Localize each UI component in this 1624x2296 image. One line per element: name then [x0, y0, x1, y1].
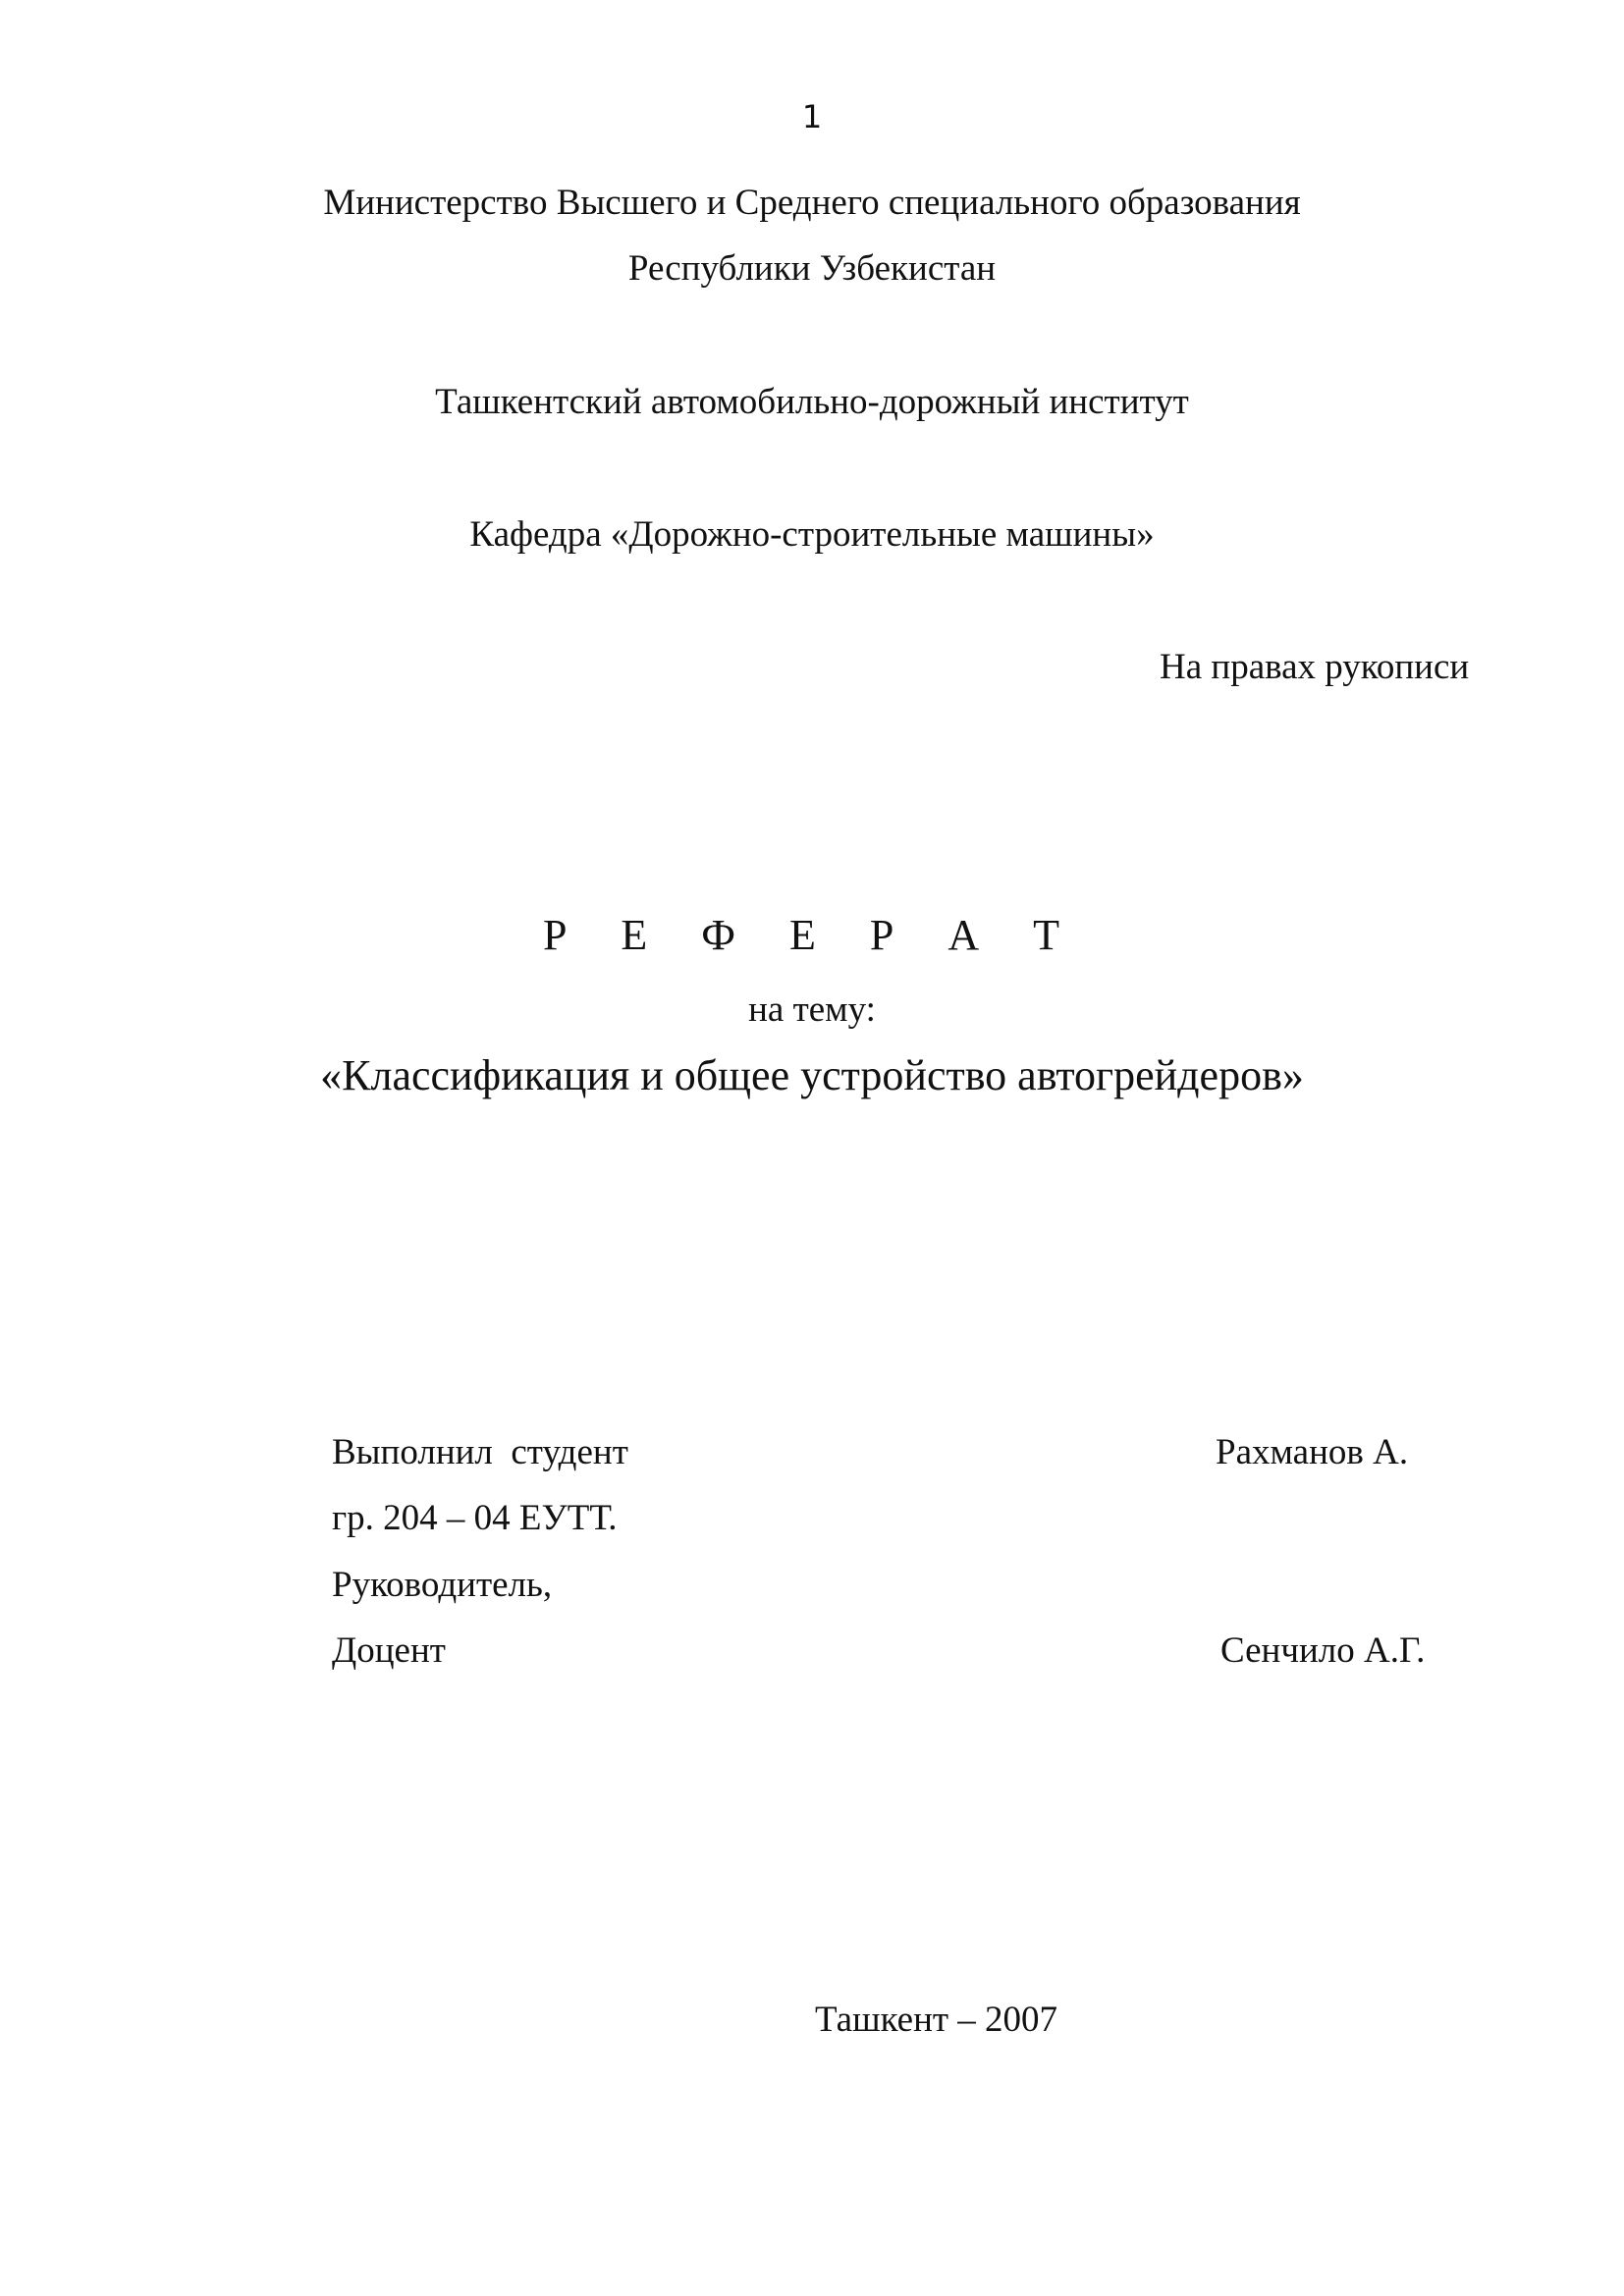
performed-by-label: Выполнил студент	[332, 1432, 628, 1472]
supervisor-rank: Доцент	[332, 1630, 446, 1671]
page-number: 1	[801, 98, 823, 135]
title-subtitle: на тему:	[748, 989, 876, 1030]
city-year: Ташкент – 2007	[815, 2000, 1058, 2040]
supervisor-label: Руководитель,	[332, 1565, 553, 1605]
group-number: гр. 204 – 04 ЕУТТ.	[332, 1498, 618, 1538]
manuscript-note: На правах рукописи	[1160, 647, 1470, 687]
ministry-line-1: Министерство Высшего и Среднего специального образования	[323, 183, 1301, 223]
document-title: Р Е Ф Е Р А Т	[542, 911, 1082, 959]
topic-title: «Классификация и общее устройство автогрейдеров»	[320, 1051, 1304, 1099]
ministry-line-2: Республики Узбекистан	[627, 248, 997, 289]
supervisor-name: Сенчило А.Г.	[1220, 1630, 1426, 1671]
department-name: Кафедра «Дорожно-строительные машины»	[469, 514, 1155, 555]
student-name: Рахманов А.	[1216, 1432, 1409, 1472]
institute-name: Ташкентский автомобильно-дорожный институт	[435, 382, 1189, 422]
